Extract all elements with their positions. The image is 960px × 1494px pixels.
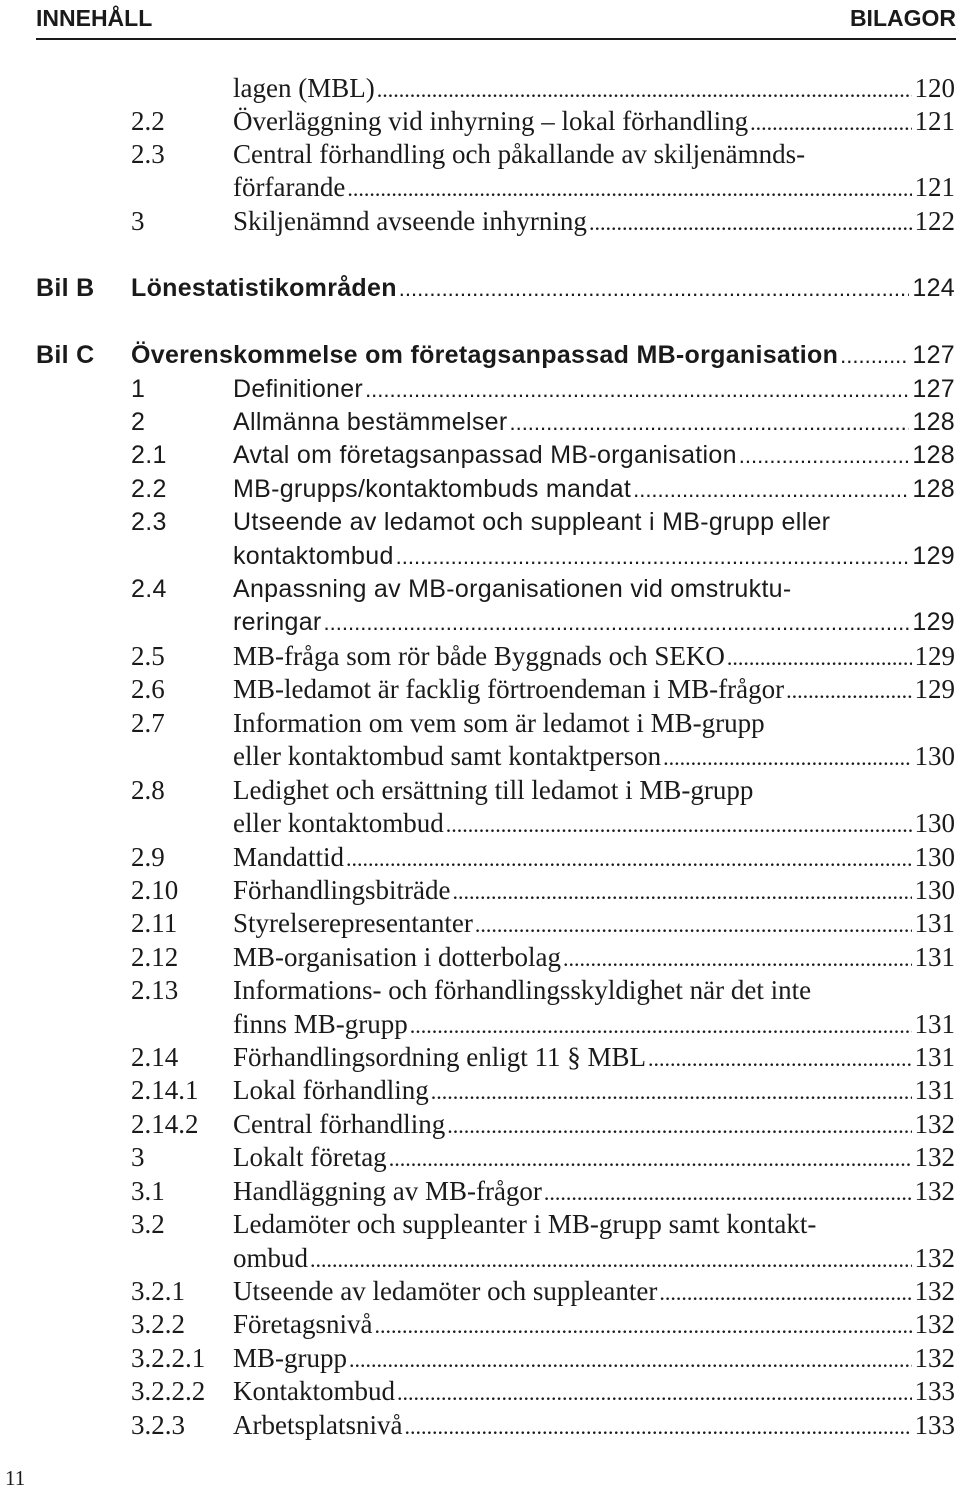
toc-title-row xyxy=(233,874,955,908)
toc-page-number: 130 xyxy=(914,875,955,905)
toc-title-row xyxy=(233,941,955,975)
toc-title: Ledamöter och suppleanter i MB-grupp samt kontakt- xyxy=(233,1209,817,1239)
toc-section-number: 3 xyxy=(131,206,145,236)
toc-title-row xyxy=(233,707,955,740)
toc-title-row xyxy=(233,1074,955,1108)
toc-title: Definitioner xyxy=(233,375,364,403)
toc-title-row xyxy=(233,573,955,606)
toc-page-number: 121 xyxy=(914,172,955,202)
toc-page-number: 120 xyxy=(914,73,955,103)
toc-section-number: 2.12 xyxy=(131,942,179,972)
toc-title-row xyxy=(233,72,955,106)
toc-dot-leader xyxy=(509,406,909,439)
toc-title: reringar xyxy=(233,608,322,636)
toc-section-number: 3.2.1 xyxy=(131,1276,185,1306)
toc-dot-leader xyxy=(544,1175,912,1209)
toc-section-number: 2.2 xyxy=(131,475,167,503)
toc-title: Information om vem som är ledamot i MB-grupp xyxy=(233,708,765,738)
toc-section-number: 3.2.2 xyxy=(131,1309,185,1339)
toc-section-number: 2.14 xyxy=(131,1042,179,1072)
toc-title-row xyxy=(233,105,955,139)
toc-title: finns MB-grupp xyxy=(233,1009,408,1039)
toc-dot-leader xyxy=(399,272,910,305)
toc-page-number: 131 xyxy=(914,908,955,938)
toc-dot-leader xyxy=(310,1242,911,1276)
toc-section-number: 3.2.2.2 xyxy=(131,1376,206,1406)
toc-title-row xyxy=(233,1275,955,1309)
toc-title: Förhandlingsordning enligt 11 § MBL xyxy=(233,1042,646,1072)
page-number: 11 xyxy=(5,1466,26,1490)
toc-dot-leader xyxy=(739,439,910,472)
toc-section-number: 2.4 xyxy=(131,575,167,603)
toc-section-number: 3.2 xyxy=(131,1209,165,1239)
toc-title-row xyxy=(233,1409,955,1443)
toc-title: Informations- och förhandlingsskyldighet när det inte xyxy=(233,975,812,1005)
toc-dot-leader xyxy=(452,874,911,908)
toc-title: Arbetsplatsnivå xyxy=(233,1410,403,1440)
toc-title: MB-fråga som rör både Byggnads och SEKO xyxy=(233,641,725,671)
toc-page-number: 128 xyxy=(912,475,955,503)
toc-page-number: 127 xyxy=(912,341,955,369)
toc-page-number: 132 xyxy=(914,1243,955,1273)
toc-dot-leader xyxy=(786,673,911,707)
toc-page-number: 130 xyxy=(914,741,955,771)
toc-page-number: 128 xyxy=(912,441,955,469)
toc-title: Kontaktombud xyxy=(233,1376,395,1406)
toc-title: Företagsnivå xyxy=(233,1309,373,1339)
toc-title: lagen (MBL) xyxy=(233,73,375,103)
toc-title: Förhandlingsbiträde xyxy=(233,875,451,905)
toc-page-number: 130 xyxy=(914,842,955,872)
toc-title-row xyxy=(233,1175,955,1209)
toc-title-row xyxy=(233,1308,955,1342)
toc-dot-leader xyxy=(389,1141,912,1175)
toc-dot-leader xyxy=(397,1375,912,1409)
toc-dot-leader xyxy=(563,941,912,975)
toc-title: Lokal förhandling xyxy=(233,1075,429,1105)
toc-section-number: 2.1 xyxy=(131,441,167,469)
toc-title-row xyxy=(233,606,955,639)
toc-title-row xyxy=(233,473,955,506)
toc-title-row xyxy=(233,807,955,841)
toc-dot-leader xyxy=(663,740,911,774)
header-divider xyxy=(36,38,956,40)
toc-page-number: 132 xyxy=(914,1176,955,1206)
toc-title-row xyxy=(233,406,955,439)
toc-title: MB-grupp xyxy=(233,1343,347,1373)
toc-section-number: 2.6 xyxy=(131,674,165,704)
toc-section-number: 3.1 xyxy=(131,1176,165,1206)
toc-title: Central förhandling och påkallande av skiljenämnds- xyxy=(233,139,806,169)
toc-page-number: 130 xyxy=(914,808,955,838)
toc-dot-leader xyxy=(365,373,909,406)
toc-page-number: 132 xyxy=(914,1343,955,1373)
toc-title: Lokalt företag xyxy=(233,1142,387,1172)
toc-title-row xyxy=(233,907,955,941)
toc-page-number: 132 xyxy=(914,1276,955,1306)
toc-title-row xyxy=(233,974,955,1007)
toc-section-number: 3 xyxy=(131,1142,145,1172)
toc-title: kontaktombud xyxy=(233,542,394,570)
toc-title-row xyxy=(233,740,955,774)
toc-title: Mandattid xyxy=(233,842,344,872)
toc-title-row xyxy=(233,673,955,707)
toc-title: Skiljenämnd avseende inhyrning xyxy=(233,206,587,236)
toc-title: Överenskommelse om företagsanpassad MB-organisation xyxy=(131,341,839,369)
toc-title: eller kontaktombud xyxy=(233,808,444,838)
toc-title: förfarande xyxy=(233,172,346,202)
toc-page-number: 131 xyxy=(914,1042,955,1072)
toc-page-number: 129 xyxy=(912,608,955,636)
toc-title-row xyxy=(233,205,955,239)
toc-page-number: 127 xyxy=(912,375,955,403)
toc-title: Handläggning av MB-frågor xyxy=(233,1176,542,1206)
toc-title-row xyxy=(131,272,955,305)
toc-title-row xyxy=(233,373,955,406)
toc-dot-leader xyxy=(750,105,911,139)
toc-page-number: 129 xyxy=(914,674,955,704)
toc-title: MB-ledamot är facklig förtroendeman i MB-frågor xyxy=(233,674,785,704)
toc-title: Utseende av ledamöter och suppleanter xyxy=(233,1276,658,1306)
toc-section-number: 1 xyxy=(131,375,146,403)
toc-page-number: 122 xyxy=(914,206,955,236)
toc-title-row xyxy=(233,640,955,674)
header-chapter-title: BILAGOR xyxy=(849,5,956,31)
toc-section-number: 2.8 xyxy=(131,775,165,805)
toc-title: Lönestatistikområden xyxy=(131,274,397,302)
toc-title: eller kontaktombud samt kontaktperson xyxy=(233,741,662,771)
toc-title: Avtal om företagsanpassad MB-organisation xyxy=(233,441,737,469)
toc-title-row xyxy=(233,1041,955,1075)
page-header xyxy=(36,0,956,36)
toc-dot-leader xyxy=(431,1074,912,1108)
toc-section-number: 2.5 xyxy=(131,641,165,671)
toc-dot-leader xyxy=(396,540,910,573)
toc-dot-leader xyxy=(633,473,909,506)
toc-title-row xyxy=(233,439,955,472)
toc-section-number: 2.3 xyxy=(131,508,167,536)
toc-dot-leader xyxy=(727,640,912,674)
toc-section-number: 3.2.2.1 xyxy=(131,1343,206,1373)
toc-dot-leader xyxy=(589,205,912,239)
toc-title: ombud xyxy=(233,1243,309,1273)
toc-page-number: 121 xyxy=(914,106,955,136)
toc-dot-leader xyxy=(447,1108,911,1142)
toc-title-row xyxy=(233,841,955,875)
toc-page-number: 133 xyxy=(914,1376,955,1406)
toc-page-number: 129 xyxy=(914,641,955,671)
toc-appendix-label: Bil B xyxy=(36,274,95,302)
toc-dot-leader xyxy=(349,1342,912,1376)
header-section-title: INNEHÅLL xyxy=(36,5,153,31)
toc-title-row xyxy=(233,1342,955,1376)
toc-section-number: 2.2 xyxy=(131,106,165,136)
toc-title: Anpassning av MB-organisationen vid omstruktu- xyxy=(233,575,792,603)
toc-page-number: 131 xyxy=(914,942,955,972)
toc-dot-leader xyxy=(840,339,909,372)
toc-title: Central förhandling xyxy=(233,1109,446,1139)
toc-title: Utseende av ledamot och suppleant i MB-grupp eller xyxy=(233,508,831,536)
toc-dot-leader xyxy=(475,907,912,941)
toc-title-row xyxy=(233,1242,955,1276)
toc-section-number: 2.13 xyxy=(131,975,179,1005)
toc-dot-leader xyxy=(346,841,912,875)
toc-title-row xyxy=(233,774,955,807)
toc-page-number: 132 xyxy=(914,1309,955,1339)
toc-dot-leader xyxy=(374,1308,911,1342)
toc-page-number: 128 xyxy=(912,408,955,436)
toc-section-number: 2.10 xyxy=(131,875,179,905)
toc-section-number: 2 xyxy=(131,408,146,436)
toc-title-row xyxy=(233,540,955,573)
toc-title: Ledighet och ersättning till ledamot i MB-grupp xyxy=(233,775,754,805)
toc-section-number: 2.3 xyxy=(131,139,165,169)
toc-section-number: 3.2.3 xyxy=(131,1410,185,1440)
toc-dot-leader xyxy=(659,1275,911,1309)
toc-dot-leader xyxy=(648,1041,912,1075)
toc-title-row xyxy=(233,1375,955,1409)
toc-dot-leader xyxy=(446,807,912,841)
toc-title-row xyxy=(233,1108,955,1142)
toc-section-number: 2.14.2 xyxy=(131,1109,199,1139)
toc-title: Styrelserepresentanter xyxy=(233,908,473,938)
toc-dot-leader xyxy=(404,1409,911,1443)
toc-section-number: 2.9 xyxy=(131,842,165,872)
toc-title-row xyxy=(233,138,955,171)
toc-dot-leader xyxy=(324,606,910,639)
toc-page-number: 129 xyxy=(912,542,955,570)
toc-title-row xyxy=(233,171,955,205)
toc-section-number: 2.11 xyxy=(131,908,178,938)
toc-dot-leader xyxy=(377,72,912,106)
toc-title: MB-grupps/kontaktombuds mandat xyxy=(233,475,632,503)
toc-page-number: 132 xyxy=(914,1109,955,1139)
toc-title-row xyxy=(233,506,955,539)
toc-appendix-label: Bil C xyxy=(36,341,95,369)
toc-title: Allmänna bestämmelser xyxy=(233,408,508,436)
toc-title: MB-organisation i dotterbolag xyxy=(233,942,561,972)
toc-dot-leader xyxy=(347,171,911,205)
toc-title-row xyxy=(233,1141,955,1175)
toc-page-number: 132 xyxy=(914,1142,955,1172)
toc-page-number: 124 xyxy=(912,274,955,302)
toc-page-number: 133 xyxy=(914,1410,955,1440)
toc-section-number: 2.7 xyxy=(131,708,165,738)
toc-title-row xyxy=(233,1008,955,1042)
toc-title-row xyxy=(233,1208,955,1241)
toc-page-number: 131 xyxy=(914,1075,955,1105)
toc-section-number: 2.14.1 xyxy=(131,1075,199,1105)
toc-page-number: 131 xyxy=(914,1009,955,1039)
toc-title-row xyxy=(131,339,955,372)
toc-dot-leader xyxy=(410,1008,912,1042)
toc-title: Överläggning vid inhyrning – lokal förhandling xyxy=(233,106,749,136)
